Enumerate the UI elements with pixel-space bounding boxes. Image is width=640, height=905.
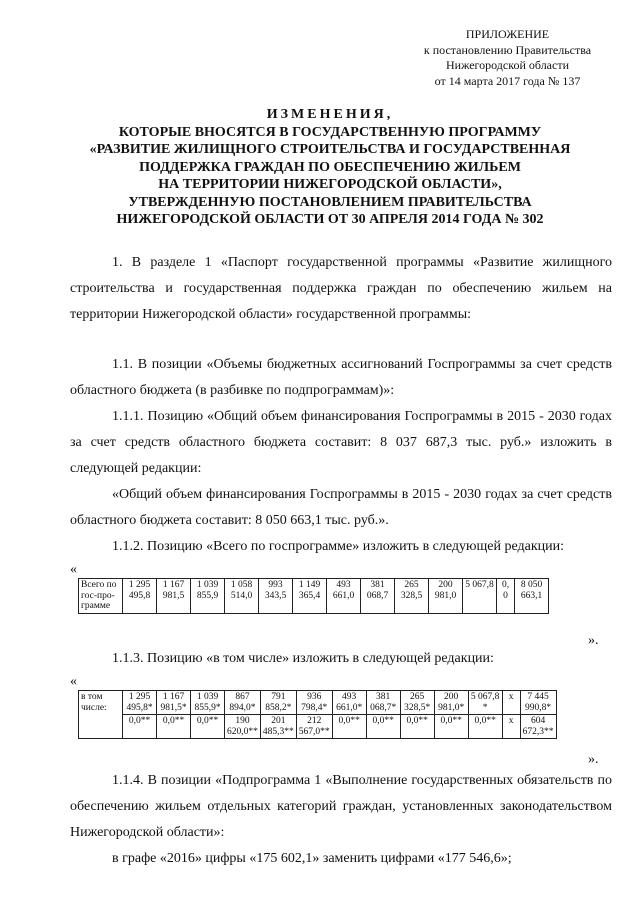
close-quote: ».	[588, 633, 599, 648]
table-cell: 1 167 981,5	[157, 579, 191, 614]
paragraph-1-1-3: 1.1.3. Позицию «в том числе» изложить в следующей редакции:	[112, 651, 494, 666]
table-cell: 604 672,3**	[520, 715, 556, 739]
table-row	[79, 579, 549, 614]
appendix-header	[405, 27, 610, 89]
table-cell: 1 039 855,9*	[191, 691, 225, 715]
table-cell: 7 445 990,8*	[520, 691, 556, 715]
table-cell: 201 485,3**	[260, 715, 296, 739]
table-cell: 265 328,5*	[400, 691, 434, 715]
table-cell: 0,0**	[157, 715, 191, 739]
paragraph-replace: в графе «2016» цифры «175 602,1» заменить цифрами «177 546,6»;	[112, 851, 512, 866]
table-cell: 0,0**	[400, 715, 434, 739]
table-cell: 0,0**	[191, 715, 225, 739]
row-label: Всего по гос-про-грамме	[79, 579, 123, 614]
open-quote: «	[70, 674, 77, 689]
table-cell: 200 981,0*	[434, 691, 468, 715]
table-cell: 993 343,5	[259, 579, 293, 614]
open-quote: «	[70, 562, 77, 577]
table-cell: 1 295 495,8	[123, 579, 157, 614]
table-cell: х	[502, 691, 520, 715]
paragraph-1-1-2: 1.1.2. Позицию «Всего по госпрограмме» изложить в следующей редакции:	[112, 539, 565, 554]
appendix-line: к постановлению Правительства	[423, 42, 592, 57]
table-cell: 867 894,0*	[225, 691, 261, 715]
table-cell: 0,0**	[123, 715, 157, 739]
table-cell: 200 981,0	[429, 579, 463, 614]
close-quote: ».	[588, 752, 599, 767]
table-cell: 1 039 855,9	[191, 579, 225, 614]
table-including	[78, 690, 557, 739]
table-cell: 5 067,8 *	[468, 691, 502, 715]
table-cell: 936 798,4*	[296, 691, 332, 715]
table-cell: 0,0**	[366, 715, 400, 739]
table-cell: 0, 0	[497, 579, 515, 614]
appendix-date: от 14 марта 2017 года № 137	[434, 73, 581, 88]
paragraph-new-wording: «Общий объем финансирования Госпрограммы в 2015 - 2030 годах за счет средств областного бюджета составит: 8 050 663,1 тыс. руб.».	[70, 487, 612, 528]
title-line: ИЗМЕНЕНИЯ,	[266, 107, 394, 122]
appendix-title: ПРИЛОЖЕНИЕ	[465, 27, 550, 41]
table-cell: 381 068,7*	[366, 691, 400, 715]
table-cell: 1 295 495,8*	[123, 691, 157, 715]
table-cell: 0,0**	[332, 715, 366, 739]
table-cell: 0,0**	[434, 715, 468, 739]
paragraph-1: 1. В разделе 1 «Паспорт государственной программы «Развитие жилищного строительства и государственная поддержка граждан по обеспечению жильем на территории Нижегородской области» государственной программы:	[70, 255, 612, 322]
table-total-program	[78, 578, 549, 614]
title-line: УТВЕРЖДЕННУЮ ПОСТАНОВЛЕНИЕМ ПРАВИТЕЛЬСТВА	[128, 194, 532, 210]
title-line: КОТОРЫЕ ВНОСЯТСЯ В ГОСУДАРСТВЕННУЮ ПРОГРАММУ	[118, 124, 542, 140]
paragraph-1-1-4: 1.1.4. В позиции «Подпрограмма 1 «Выполнение государственных обязательств по обеспечению жильем отдельных категорий граждан, установленных законодательством Нижегородской области»:	[70, 773, 612, 840]
table-row	[79, 691, 557, 715]
table-cell: 212 567,0**	[296, 715, 332, 739]
title-line: ПОДДЕРЖКА ГРАЖДАН ПО ОБЕСПЕЧЕНИЮ ЖИЛЬЕМ	[139, 159, 521, 175]
title-line: НИЖЕГОРОДСКОЙ ОБЛАСТИ ОТ 30 АПРЕЛЯ 2014 ГОДА № 302	[116, 212, 544, 227]
title-line: НА ТЕРРИТОРИИ НИЖЕГОРОДСКОЙ ОБЛАСТИ»,	[158, 177, 502, 192]
paragraph-1-1: 1.1. В позиции «Объемы бюджетных ассигнований Госпрограммы за счет средств областного бюджета (в разбивке по подпрограммам)»:	[70, 357, 612, 398]
table-cell: 8 050 663,1	[515, 579, 549, 614]
appendix-line: Нижегородской области	[445, 58, 569, 72]
table-cell: 791 858,2*	[260, 691, 296, 715]
table-cell: 1 167 981,5*	[157, 691, 191, 715]
table-cell: 0,0**	[468, 715, 502, 739]
table-cell: 493 661,0*	[332, 691, 366, 715]
table-cell: 1 149 365,4	[293, 579, 327, 614]
table-cell: 1 058 514,0	[225, 579, 259, 614]
title-line: «РАЗВИТИЕ ЖИЛИЩНОГО СТРОИТЕЛЬСТВА И ГОСУДАРСТВЕННАЯ	[89, 142, 571, 157]
table-cell: 493 661,0	[327, 579, 361, 614]
table-cell: 381 068,7	[361, 579, 395, 614]
row-label: в том числе:	[79, 691, 123, 739]
document-title	[40, 106, 620, 229]
table-cell: х	[502, 715, 520, 739]
table-cell: 265 328,5	[395, 579, 429, 614]
table-cell: 5 067,8	[463, 579, 497, 614]
table-cell: 190 620,0**	[225, 715, 261, 739]
table-row	[79, 715, 557, 739]
paragraph-1-1-1: 1.1.1. Позицию «Общий объем финансирования Госпрограммы в 2015 - 2030 годах за счет средств областного бюджета составит: 8 037 687,3 тыс. руб.» изложить в следующей редакции:	[70, 409, 612, 476]
